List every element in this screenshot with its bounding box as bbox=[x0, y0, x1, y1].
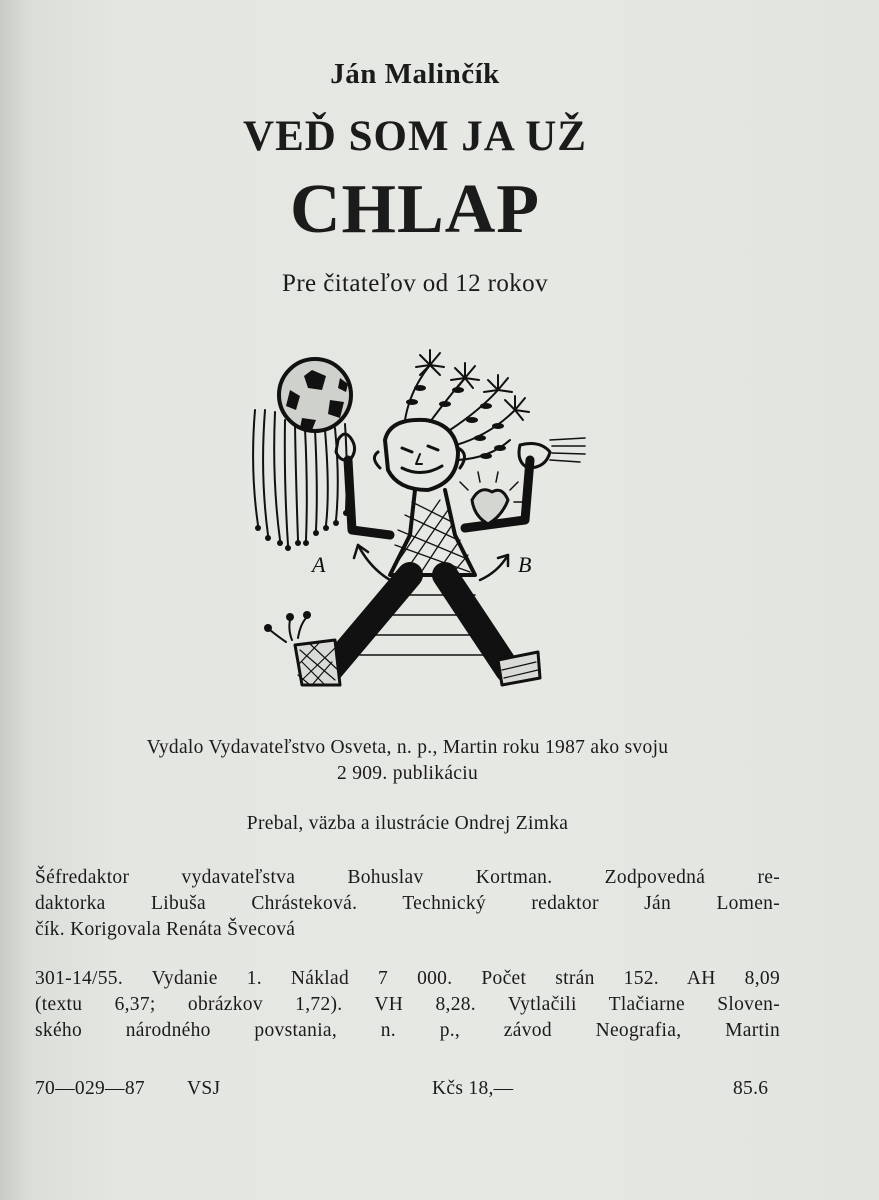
label-b: B bbox=[518, 552, 532, 577]
publisher-line: Vydalo Vydavateľstvo Osveta, n. p., Martin roku 1987 ako svoju bbox=[146, 737, 669, 758]
publisher-note bbox=[35, 735, 780, 787]
print-note bbox=[35, 966, 780, 1044]
staff-line: daktorka Libuša Chrásteková. Technický redaktor Ján Lomen- bbox=[35, 893, 780, 914]
title-line-2: CHLAP bbox=[290, 171, 540, 248]
staff-line: čík. Korigovala Renáta Švecová bbox=[35, 919, 296, 940]
audience-note: Pre čitateľov od 12 rokov bbox=[282, 270, 548, 297]
title-line-1: VEĎ SOM JA UŽ bbox=[243, 113, 587, 160]
boy-illustration bbox=[240, 340, 590, 700]
footer-price: Kčs 18,— bbox=[432, 1078, 514, 1099]
footer-number: 85.6 bbox=[733, 1078, 769, 1099]
print-line: ského národného povstania, n. p., závod Neografia, Martin bbox=[35, 1020, 780, 1041]
credits-line: Prebal, väzba a ilustrácie Ondrej Zimka bbox=[246, 813, 569, 834]
label-a: A bbox=[312, 552, 326, 577]
author-name: Ján Malinčík bbox=[330, 58, 500, 90]
print-line: 301-14/55. Vydanie 1. Náklad 7 000. Počet strán 152. AH 8,09 bbox=[35, 968, 780, 989]
credits-note bbox=[35, 811, 780, 837]
footer-series: VSJ bbox=[187, 1078, 221, 1099]
publisher-line: 2 909. publikáciu bbox=[336, 763, 479, 784]
print-line: (textu 6,37; obrázkov 1,72). VH 8,28. Vytlačili Tlačiarne Sloven- bbox=[35, 994, 780, 1015]
staff-note bbox=[35, 865, 780, 943]
footer-code: 70—029—87 bbox=[35, 1078, 145, 1099]
staff-line: Šéfredaktor vydavateľstva Bohuslav Kortman. Zodpovedná re- bbox=[35, 867, 780, 888]
